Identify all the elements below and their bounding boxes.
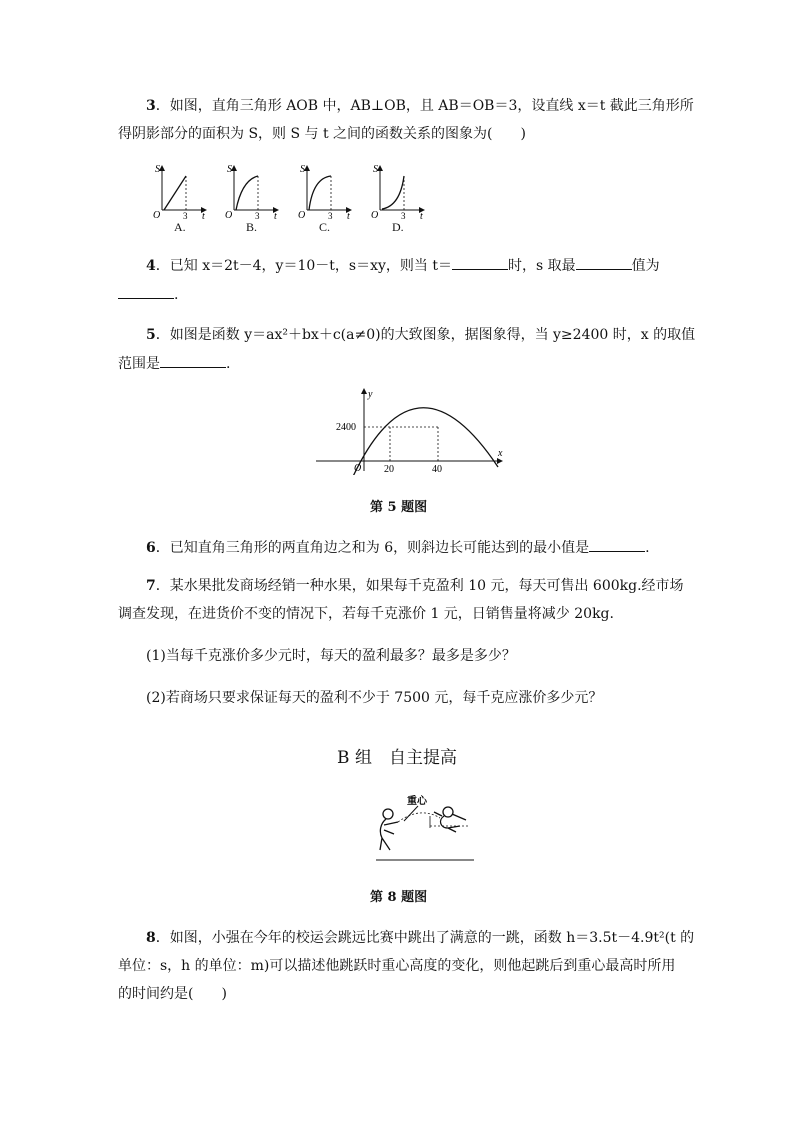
graph-a: [153, 164, 206, 220]
graph-d: [371, 164, 424, 220]
fig5-x-tick-40: 40: [432, 464, 442, 475]
q5-line1: [118, 325, 696, 345]
q7-sub2: (2)若商场只要求保证每天的盈利不少于 7500 元，每千克应涨价多少元？: [146, 690, 603, 706]
graph-d-s-label: S: [373, 164, 378, 175]
q5-line2: [118, 353, 678, 374]
fig5-x-label: x: [498, 448, 503, 459]
q4-number: 4: [146, 258, 156, 274]
graph-b-o-label: O: [225, 210, 233, 220]
q5-text1: ．如图是函数 y＝ax²＋bx＋c(a≠0)的大致图象，据图象得，当 y≥2400 时，x 的取值: [155, 327, 696, 343]
q8-line2: 单位：s，h 的单位：m)可以描述他跳跃时重心高度的变化，则他起跳后到重心最高时所用: [118, 958, 676, 974]
graph-a-curve: [164, 176, 186, 210]
q4-blank-3[interactable]: [118, 284, 174, 299]
q8-number: 8: [146, 930, 156, 946]
fig5-y-tick: 2400: [336, 422, 356, 433]
graph-d-tick: 3: [401, 211, 406, 220]
q4-blank-2[interactable]: [576, 255, 632, 270]
q4-line1: [118, 255, 678, 276]
fig5-parabola: [350, 408, 498, 475]
fig8-caption: 第 8 题图: [370, 890, 428, 905]
graph-a-tick: 3: [183, 211, 188, 220]
q5-blank[interactable]: [160, 353, 226, 368]
q4-text-c: 值为: [631, 258, 660, 274]
graph-c-o-label: O: [298, 210, 306, 220]
q6-line: [118, 537, 678, 558]
option-d: D.: [392, 220, 404, 234]
option-a: A.: [174, 220, 186, 234]
q8-line1: [118, 928, 695, 948]
q7-line2: 调查发现，在进货价不变的情况下，若每千克涨价 1 元，日销售量将减少 20kg.: [118, 606, 614, 622]
graph-a-s-label: S: [155, 164, 160, 175]
graph-a-o-label: O: [153, 210, 161, 220]
graph-b-s-label: S: [227, 164, 232, 175]
option-c: C.: [319, 220, 331, 234]
q4-text-a: ．已知 x＝2t－4，y＝10－t，s＝xy，则当 t＝: [155, 258, 452, 274]
q8-line3: 的时间约是( ): [118, 986, 227, 1002]
q6-number: 6: [146, 540, 156, 556]
graph-b-tick: 3: [255, 211, 260, 220]
graph-b-t-label: t: [274, 211, 277, 220]
fig5-x-tick-20: 20: [384, 464, 394, 475]
graph-d-t-label: t: [420, 211, 423, 220]
graph-a-t-label: t: [202, 211, 205, 220]
fig5-o-label: O: [354, 463, 362, 474]
q6-end: .: [645, 540, 650, 556]
q3-line1: [118, 96, 694, 116]
q4-end: .: [174, 287, 179, 303]
fig5-graph: [310, 385, 510, 475]
q4-line2: [118, 284, 678, 305]
fig8-figure-jump: [434, 807, 466, 832]
q4-blank-1[interactable]: [452, 255, 508, 270]
option-b: B.: [246, 220, 258, 234]
q3-text1: ．如图，直角三角形 AOB 中，AB⊥OB，且 AB＝OB＝3，设直线 x＝t 截此三角形所: [155, 98, 694, 114]
fig5-caption: 第 5 题图: [370, 500, 428, 515]
q5-end: .: [226, 356, 231, 372]
q6-text: ．已知直角三角形的两直角边之和为 6，则斜边长可能达到的最小值是: [155, 540, 590, 556]
fig5-y-label: y: [368, 389, 373, 400]
q3-line2: 得阴影部分的面积为 S，则 S 与 t 之间的函数关系的图象为( ): [118, 126, 526, 142]
fig8-long-jump: [370, 792, 478, 864]
fig8-pointer: [404, 806, 418, 821]
graph-c-s-label: S: [300, 164, 305, 175]
graph-c-tick: 3: [328, 211, 333, 220]
fig8-center-label: 重心: [407, 796, 427, 807]
section-b-heading: B 组 自主提高: [337, 748, 457, 768]
graph-d-curve: [382, 176, 404, 209]
q3-option-graphs: [140, 158, 440, 220]
graph-c-curve: [309, 176, 331, 210]
q7-number: 7: [146, 578, 156, 594]
q7-sub1: (1)当每千克涨价多少元时，每天的盈利最多？最多是多少？: [146, 648, 516, 664]
q7-line1: [118, 576, 684, 596]
graph-d-o-label: O: [371, 210, 379, 220]
q3-number: 3: [146, 98, 156, 114]
graph-c: [298, 164, 351, 220]
q7-text1: ．某水果批发商场经销一种水果，如果每千克盈利 10 元，每天可售出 600kg.经市场: [155, 578, 684, 594]
q5-text2: 范围是: [118, 356, 160, 372]
q6-blank[interactable]: [589, 537, 645, 552]
graph-b-curve: [236, 176, 258, 210]
q4-text-b: 时，s 取最: [507, 258, 576, 274]
graph-c-t-label: t: [347, 211, 350, 220]
q5-number: 5: [146, 327, 156, 343]
fig8-figure-start: [380, 809, 398, 850]
graph-b: [225, 164, 278, 220]
q8-text1: ．如图，小强在今年的校运会跳远比赛中跳出了满意的一跳，函数 h＝3.5t－4.9t²(t 的: [155, 930, 695, 946]
